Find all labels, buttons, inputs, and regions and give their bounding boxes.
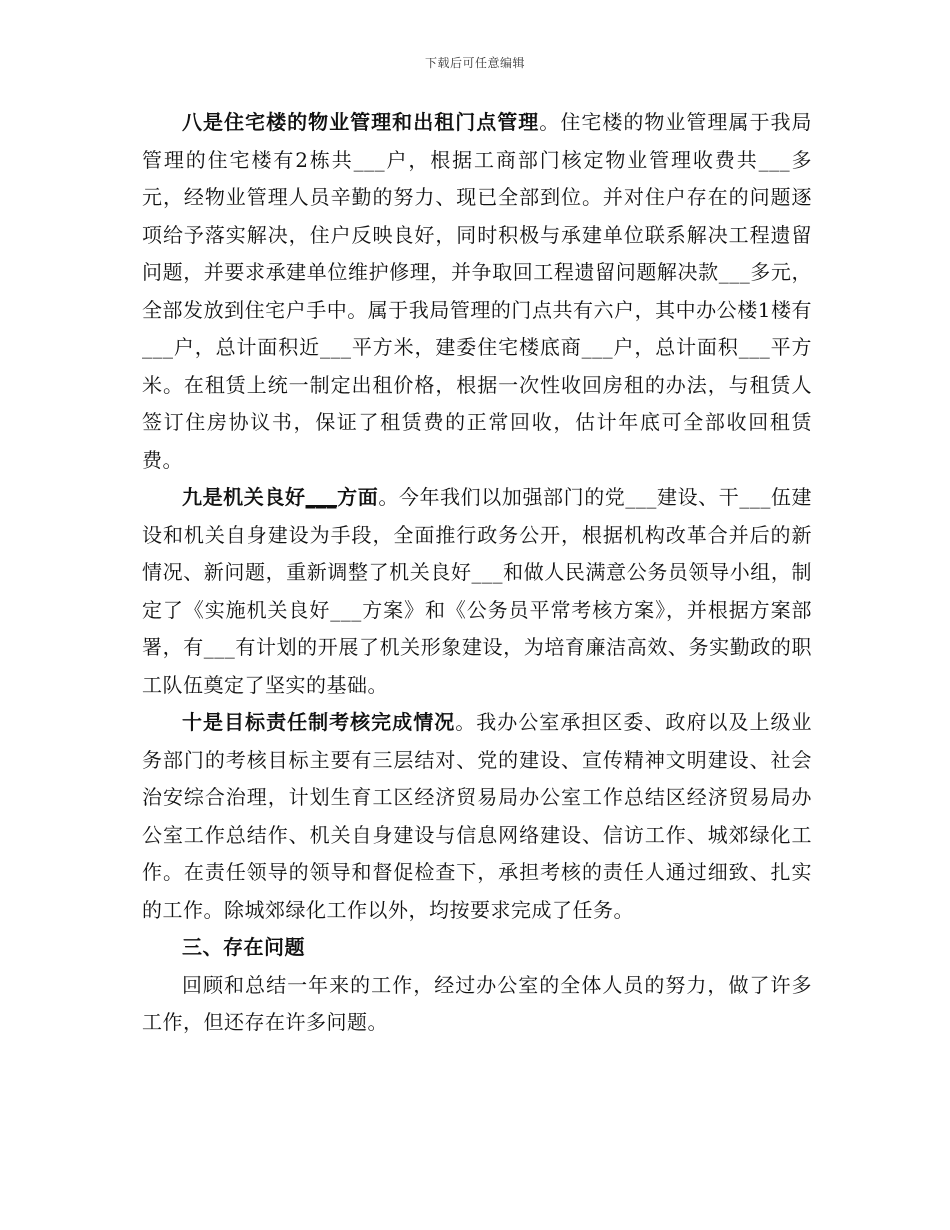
paragraph-lead-blank: ___ <box>305 485 338 509</box>
paragraph-lead-tail: 方面 <box>337 485 379 509</box>
paragraph-lead: 九是机关良好 <box>182 485 306 509</box>
document-body <box>142 104 812 1042</box>
paragraph-organ-conduct <box>142 479 812 704</box>
paragraph-text: 。住宅楼的物业管理属于我局管理的住宅楼有2栋共___户，根据工商部门核定物业管理收费共___多元，经物业管理人员辛勤的努力、现已全部到位。并对住户存在的问题逐项给予落实解决，住户反映良好，同时积极与承建单位联系解决工程遗留问题，并要求承建单位维护修理，并争取回工程遗留问题解决款___多元，全部发放到住宅户手中。属于我局管理的门点共有六户，其中办公楼1楼有___户，总计面积近___平方米，建委住宅楼底商___户，总计面积___平方米。在租赁上统一制定出租价格，根据一次性收回房租的办法，与租赁人签订住房协议书，保证了租赁费的正常回收，估计年底可全部收回租赁费。 <box>142 110 813 472</box>
paragraph-text: 。我办公室承担区委、政府以及上级业务部门的考核目标主要有三层结对、党的建设、宣传精神文明建设、社会治安综合治理，计划生育工区经济贸易局办公室工作总结区经济贸易局办公室工作总结作、机关自身建设与信息网络建设、信访工作、城郊绿化工作。在责任领导的领导和督促检查下，承担考核的责任人通过细致、扎实的工作。除城郊绿化工作以外，均按要求完成了任务。 <box>142 710 813 922</box>
page-header: 下载后可任意编辑 <box>424 56 525 70</box>
paragraph-lead: 十是目标责任制考核完成情况 <box>182 710 456 734</box>
paragraph-text: 。今年我们以加强部门的党___建设、干___伍建设和机关自身建设为手段，全面推行政务公开，根据机构改革合并后的新情况、新问题，重新调整了机关良好___和做人民满意公务员领导小组，制定了《实施机关良好___方案》和《公务员平常考核方案》，并根据方案部署，有___有计划的开展了机关形象建设，为培育廉洁高效、务实勤政的职工队伍奠定了坚实的基础。 <box>142 485 813 697</box>
paragraph-property-management <box>142 104 812 479</box>
section-heading: 三、存在问题 <box>182 935 305 959</box>
paragraph-lead: 八是住宅楼的物业管理和出租门点管理 <box>182 110 540 134</box>
section-paragraph: 回顾和总结一年来的工作，经过办公室的全体人员的努力，做了许多工作，但还存在许多问题。 <box>142 972 812 1034</box>
paragraph-target-responsibility <box>142 704 812 929</box>
